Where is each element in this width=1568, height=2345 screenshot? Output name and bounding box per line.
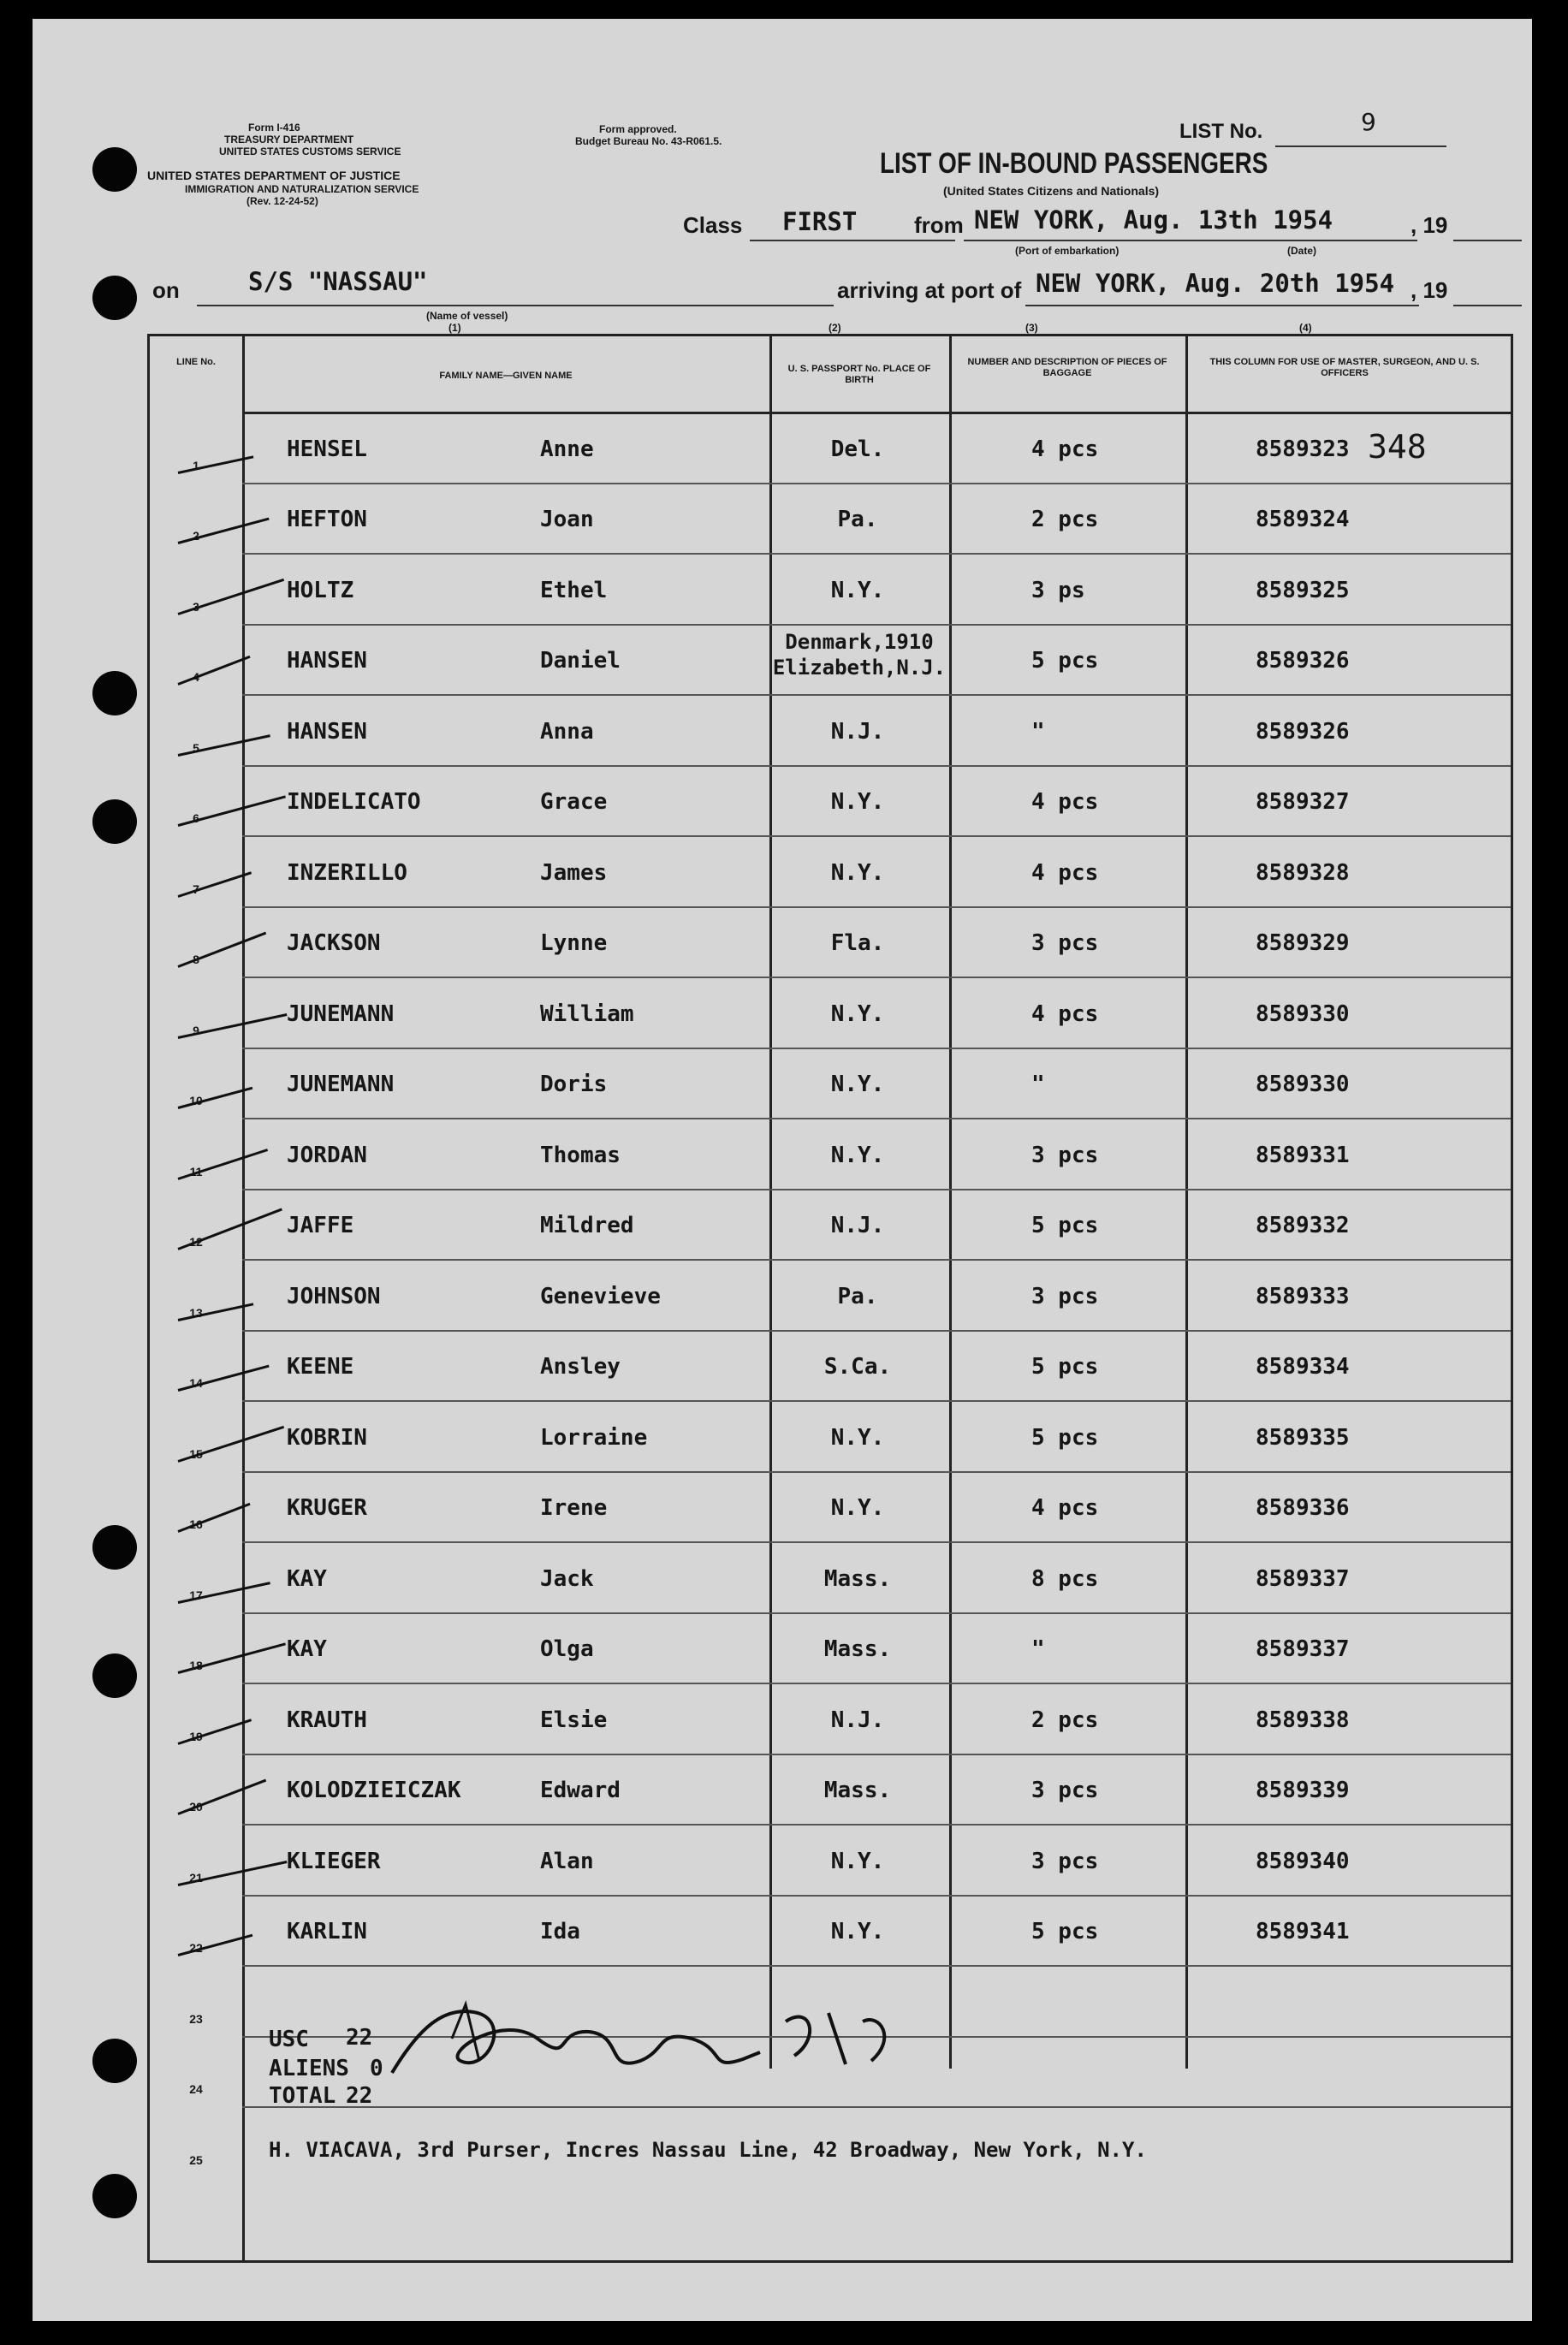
passenger-number: 8589337	[1256, 1636, 1350, 1662]
passenger-birthplace: Fla.	[830, 930, 885, 956]
passenger-birthplace: N.J.	[830, 1707, 885, 1733]
passenger-birthplace: Denmark,1910 Elizabeth,N.J.	[772, 630, 947, 680]
passenger-birthplace: N.Y.	[830, 1424, 885, 1451]
passenger-number: 8589326	[1256, 648, 1350, 674]
passenger-given-name: Edward	[540, 1778, 621, 1803]
passenger-family-name: JACKSON	[287, 930, 381, 956]
line-number: 12	[189, 1235, 203, 1249]
line-number: 16	[189, 1517, 203, 1531]
binder-hole	[92, 147, 137, 192]
line-number: 6	[193, 811, 199, 825]
usc-label: USC	[269, 2027, 309, 2052]
passenger-family-name: JUNEMANN	[287, 1000, 395, 1027]
passenger-baggage: 3 pcs	[1031, 1778, 1099, 1803]
passenger-family-name: JAFFE	[287, 1213, 354, 1238]
officer-signature	[383, 1979, 931, 2099]
passenger-given-name: Ansley	[540, 1354, 621, 1380]
col-header-passport: U. S. PASSPORT No. PLACE OF BIRTH	[787, 364, 931, 385]
vessel-name-label: (Name of vessel)	[426, 310, 508, 322]
passenger-number: 8589332	[1256, 1213, 1350, 1238]
page-title: LIST OF IN-BOUND PASSENGERS	[880, 147, 1268, 180]
line-number: 2	[193, 529, 199, 543]
budget-bureau: Budget Bureau No. 43-R061.5.	[575, 135, 722, 147]
list-no-label: LIST No.	[1179, 120, 1263, 143]
passenger-given-name: Grace	[540, 789, 608, 815]
passenger-baggage: 5 pcs	[1031, 648, 1099, 674]
col-num-1: (1)	[448, 322, 461, 334]
usc-value: 22	[346, 2025, 373, 2051]
col-num-4: (4)	[1299, 322, 1312, 334]
passenger-birthplace: N.Y.	[830, 1000, 885, 1027]
line-number: 24	[189, 2082, 203, 2096]
class-value: FIRST	[782, 207, 858, 236]
passenger-family-name: HEFTON	[287, 507, 367, 532]
binder-hole	[92, 276, 137, 320]
passenger-family-name: KRAUTH	[287, 1707, 367, 1733]
passenger-number: 8589326	[1256, 718, 1350, 745]
passenger-baggage: 5 pcs	[1031, 1213, 1099, 1238]
passenger-given-name: Irene	[540, 1495, 608, 1521]
passenger-family-name: KOBRIN	[287, 1424, 367, 1451]
passenger-given-name: Anne	[540, 436, 594, 462]
passenger-given-name: Ida	[540, 1919, 580, 1944]
passenger-family-name: KARLIN	[287, 1919, 367, 1944]
aliens-value: 0	[370, 2056, 383, 2081]
line-number: 14	[189, 1376, 203, 1390]
passenger-number: 8589331	[1256, 1142, 1350, 1168]
revision: (Rev. 12-24-52)	[246, 195, 318, 207]
passenger-family-name: HANSEN	[287, 648, 367, 674]
line-number: 3	[193, 599, 199, 614]
binder-hole	[92, 1653, 137, 1698]
line-number: 25	[189, 2152, 203, 2167]
passenger-family-name: HOLTZ	[287, 577, 354, 603]
passenger-family-name: JOHNSON	[287, 1283, 381, 1309]
passenger-birthplace: Mass.	[823, 1778, 892, 1803]
binder-hole	[92, 2039, 137, 2083]
passenger-baggage: "	[1031, 1072, 1045, 1097]
date-label: (Date)	[1287, 245, 1317, 257]
aliens-label: ALIENS	[269, 2056, 349, 2081]
binder-hole	[92, 671, 137, 715]
passenger-birthplace: N.Y.	[830, 1919, 885, 1944]
passenger-number: 8589340	[1256, 1848, 1350, 1874]
form-id: Form I-416	[248, 122, 300, 134]
binder-hole	[92, 1525, 137, 1570]
passenger-family-name: KRUGER	[287, 1495, 367, 1521]
line-number: 10	[189, 1094, 203, 1107]
col-header-line: LINE No.	[176, 357, 216, 367]
passenger-baggage: 5 pcs	[1031, 1424, 1099, 1451]
line-number: 20	[189, 1800, 203, 1814]
passenger-baggage: 4 pcs	[1031, 859, 1099, 886]
line-number: 22	[189, 1941, 203, 1955]
passenger-family-name: KAY	[287, 1636, 327, 1662]
ins-service: IMMIGRATION AND NATURALIZATION SERVICE	[185, 183, 419, 195]
line-number: 4	[193, 670, 199, 684]
year-suffix-1: , 19	[1411, 212, 1448, 238]
year-suffix-2: , 19	[1411, 277, 1448, 303]
passenger-birthplace: N.Y.	[830, 789, 885, 815]
passenger-baggage: 5 pcs	[1031, 1354, 1099, 1380]
line-number: 18	[189, 1659, 203, 1672]
passenger-birthplace: N.Y.	[830, 577, 885, 603]
passenger-birthplace: Mass.	[823, 1565, 892, 1592]
passenger-given-name: Mildred	[540, 1213, 634, 1238]
passenger-given-name: Joan	[540, 507, 594, 532]
from-value: NEW YORK, Aug. 13th 1954	[974, 205, 1333, 234]
passenger-number: 8589334	[1256, 1354, 1350, 1380]
passenger-birthplace: S.Ca.	[823, 1354, 892, 1380]
passenger-given-name: Genevieve	[540, 1283, 661, 1309]
passenger-family-name: KEENE	[287, 1354, 354, 1380]
line-number: 5	[193, 740, 199, 755]
passenger-family-name: HANSEN	[287, 718, 367, 745]
passenger-baggage: 3 ps	[1031, 577, 1085, 603]
line-number: 23	[189, 2011, 203, 2026]
passenger-given-name: Elsie	[540, 1707, 608, 1733]
col-num-3: (3)	[1025, 322, 1038, 334]
passenger-baggage: 5 pcs	[1031, 1919, 1099, 1944]
passenger-baggage: 3 pcs	[1031, 1848, 1099, 1874]
passenger-number: 8589328	[1256, 859, 1350, 886]
passenger-number: 8589333	[1256, 1283, 1350, 1309]
on-label: on	[152, 277, 180, 303]
line-number: 9	[193, 1023, 199, 1037]
handwritten-348: 348	[1368, 428, 1427, 466]
passenger-given-name: Doris	[540, 1072, 608, 1097]
passenger-given-name: Olga	[540, 1636, 594, 1662]
passenger-birthplace: N.Y.	[830, 859, 885, 886]
passenger-family-name: JUNEMANN	[287, 1072, 395, 1097]
arriving-value: NEW YORK, Aug. 20th 1954	[1036, 269, 1395, 298]
passenger-baggage: 3 pcs	[1031, 1283, 1099, 1309]
line-number: 7	[193, 882, 199, 896]
passenger-birthplace: Pa.	[837, 507, 878, 532]
passenger-birthplace: N.Y.	[830, 1848, 885, 1874]
passenger-family-name: JORDAN	[287, 1142, 367, 1168]
col-num-2: (2)	[829, 322, 841, 334]
passenger-number: 8589337	[1256, 1565, 1350, 1592]
passenger-family-name: KOLODZIEICZAK	[287, 1778, 461, 1803]
passenger-number: 8589327	[1256, 789, 1350, 815]
passenger-given-name: William	[540, 1000, 634, 1027]
passenger-birthplace: Pa.	[837, 1283, 878, 1309]
page-subtitle: (United States Citizens and Nationals)	[943, 184, 1160, 198]
vessel-name: S/S "NASSAU"	[248, 267, 428, 296]
line-number: 1	[193, 458, 199, 472]
line-number: 8	[193, 953, 199, 966]
passenger-baggage: 3 pcs	[1031, 1142, 1099, 1168]
passenger-given-name: Lorraine	[540, 1424, 648, 1451]
total-label: TOTAL	[269, 2083, 336, 2109]
passenger-given-name: Anna	[540, 718, 594, 745]
passenger-given-name: Lynne	[540, 930, 608, 956]
class-label: Class	[683, 212, 743, 238]
passenger-number: 8589324	[1256, 507, 1350, 532]
passenger-baggage: "	[1031, 718, 1045, 745]
binder-hole	[92, 799, 137, 844]
passenger-number: 8589338	[1256, 1707, 1350, 1733]
line-number: 21	[189, 1870, 203, 1885]
purser-line: H. VIACAVA, 3rd Purser, Incres Nassau Line, 42 Broadway, New York, N.Y.	[269, 2138, 1147, 2162]
manifest-page	[33, 19, 1532, 2321]
passenger-baggage: 8 pcs	[1031, 1565, 1099, 1592]
passenger-birthplace: N.Y.	[830, 1142, 885, 1168]
passenger-baggage: 4 pcs	[1031, 1000, 1099, 1027]
port-embark-label: (Port of embarkation)	[1015, 245, 1120, 257]
passenger-baggage: "	[1031, 1636, 1045, 1662]
passenger-number: 8589323	[1256, 436, 1350, 462]
col-header-officers: THIS COLUMN FOR USE OF MASTER, SURGEON, AND U. S. OFFICERS	[1209, 357, 1480, 378]
passenger-baggage: 2 pcs	[1031, 507, 1099, 532]
col-header-baggage: NUMBER AND DESCRIPTION OF PIECES OF BAGGAGE	[967, 357, 1167, 378]
passenger-baggage: 4 pcs	[1031, 789, 1099, 815]
passenger-number: 8589330	[1256, 1000, 1350, 1027]
passenger-given-name: Thomas	[540, 1142, 621, 1168]
passenger-number: 8589339	[1256, 1778, 1350, 1803]
passenger-number: 8589325	[1256, 577, 1350, 603]
passenger-birthplace: N.Y.	[830, 1072, 885, 1097]
treasury-dept: TREASURY DEPARTMENT	[224, 134, 354, 145]
line-number: 15	[189, 1446, 203, 1461]
line-number: 11	[189, 1164, 203, 1178]
passenger-number: 8589329	[1256, 930, 1350, 956]
passenger-birthplace: Mass.	[823, 1636, 892, 1662]
from-label: from	[914, 212, 964, 238]
passenger-given-name: Ethel	[540, 577, 608, 603]
passenger-family-name: KLIEGER	[287, 1848, 381, 1874]
passenger-table	[147, 334, 1513, 2263]
passenger-birthplace: N.Y.	[830, 1495, 885, 1521]
passenger-family-name: INDELICATO	[287, 789, 421, 815]
passenger-given-name: Jack	[540, 1565, 594, 1592]
justice-dept: UNITED STATES DEPARTMENT OF JUSTICE	[147, 169, 401, 182]
passenger-baggage: 2 pcs	[1031, 1707, 1099, 1733]
passenger-baggage: 4 pcs	[1031, 436, 1099, 462]
passenger-number: 8589335	[1256, 1424, 1350, 1451]
line-number: 17	[189, 1588, 203, 1602]
passenger-family-name: HENSEL	[287, 436, 367, 462]
passenger-family-name: INZERILLO	[287, 859, 407, 886]
passenger-given-name: Alan	[540, 1848, 594, 1874]
passenger-birthplace: N.J.	[830, 718, 885, 745]
customs-service: UNITED STATES CUSTOMS SERVICE	[219, 145, 401, 157]
passenger-number: 8589330	[1256, 1072, 1350, 1097]
passenger-birthplace: Del.	[830, 436, 885, 462]
passenger-baggage: 4 pcs	[1031, 1495, 1099, 1521]
binder-hole	[92, 2174, 137, 2218]
arriving-label: arriving at port of	[837, 277, 1022, 303]
list-no-value: 9	[1361, 108, 1376, 136]
passenger-birthplace: N.J.	[830, 1213, 885, 1238]
passenger-baggage: 3 pcs	[1031, 930, 1099, 956]
line-number: 19	[189, 1729, 203, 1743]
passenger-number: 8589341	[1256, 1919, 1350, 1944]
col-header-name: FAMILY NAME—GIVEN NAME	[439, 371, 573, 381]
passenger-given-name: James	[540, 859, 608, 886]
passenger-number: 8589336	[1256, 1495, 1350, 1521]
passenger-family-name: KAY	[287, 1565, 327, 1592]
passenger-given-name: Daniel	[540, 648, 621, 674]
line-number: 13	[189, 1305, 203, 1320]
form-approved: Form approved.	[599, 123, 677, 135]
total-value: 22	[346, 2083, 373, 2109]
